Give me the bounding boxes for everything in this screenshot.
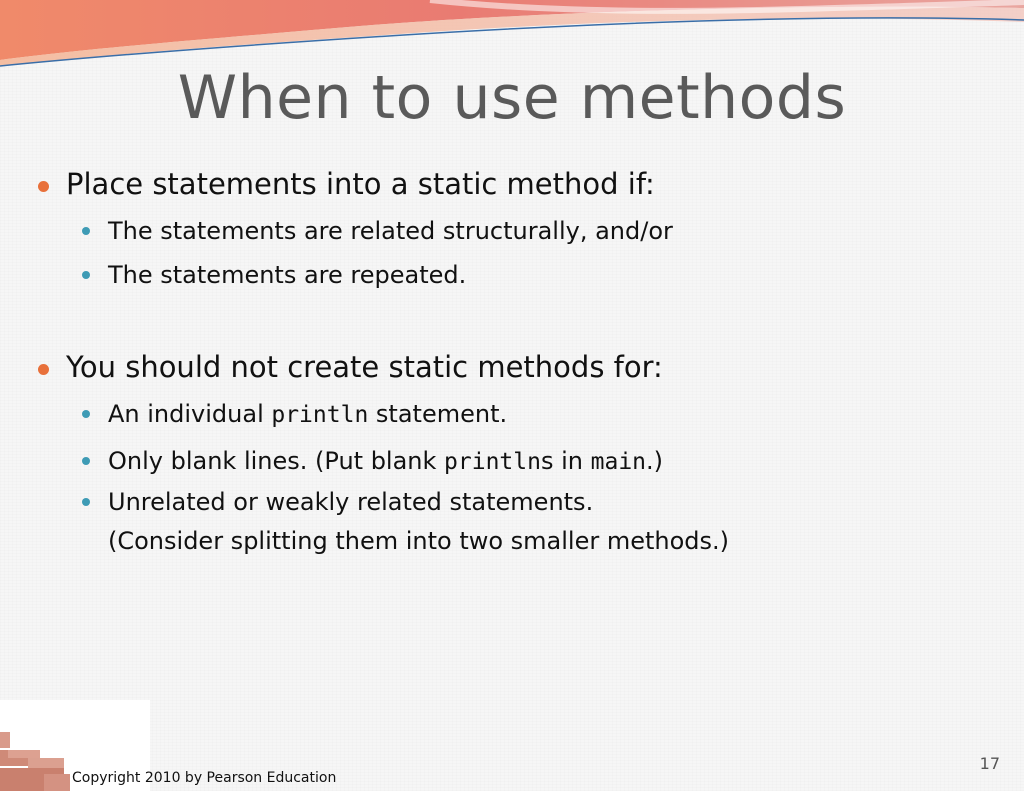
bullet-place-statements: Place statements into a static method if: xyxy=(66,167,655,201)
copyright-footer: Copyright 2010 by Pearson Education xyxy=(72,770,337,786)
code-println: println xyxy=(444,449,541,475)
sub-bullet-dot-icon xyxy=(82,410,90,418)
code-main: main xyxy=(590,449,647,475)
text: An individual xyxy=(108,400,272,428)
sub-bullet-related: The statements are related structurally, and/or xyxy=(108,217,673,245)
bullet-dot-icon xyxy=(38,181,49,192)
text: statement. xyxy=(368,400,508,428)
sub-bullet-repeated: The statements are repeated. xyxy=(108,261,467,289)
sub-bullet-dot-icon xyxy=(82,498,90,506)
text: s in xyxy=(540,447,591,475)
sub-bullet-blank-lines xyxy=(108,445,663,478)
sub-bullet-dot-icon xyxy=(82,227,90,235)
sub-bullet-individual-println xyxy=(108,398,507,431)
code-println: println xyxy=(271,402,369,428)
bullet-dot-icon xyxy=(38,364,49,375)
page-number: 17 xyxy=(979,754,1000,773)
text: .) xyxy=(646,447,664,475)
slide-title: When to use methods xyxy=(177,63,847,133)
bullet-should-not-create: You should not create static methods for: xyxy=(66,350,663,384)
sub-bullet-unrelated-note: (Consider splitting them into two smaller methods.) xyxy=(108,527,730,555)
sub-bullet-unrelated: Unrelated or weakly related statements. xyxy=(108,488,594,516)
sub-bullet-dot-icon xyxy=(82,457,90,465)
text: Only blank lines. (Put blank xyxy=(108,447,445,475)
sub-bullet-dot-icon xyxy=(82,271,90,279)
